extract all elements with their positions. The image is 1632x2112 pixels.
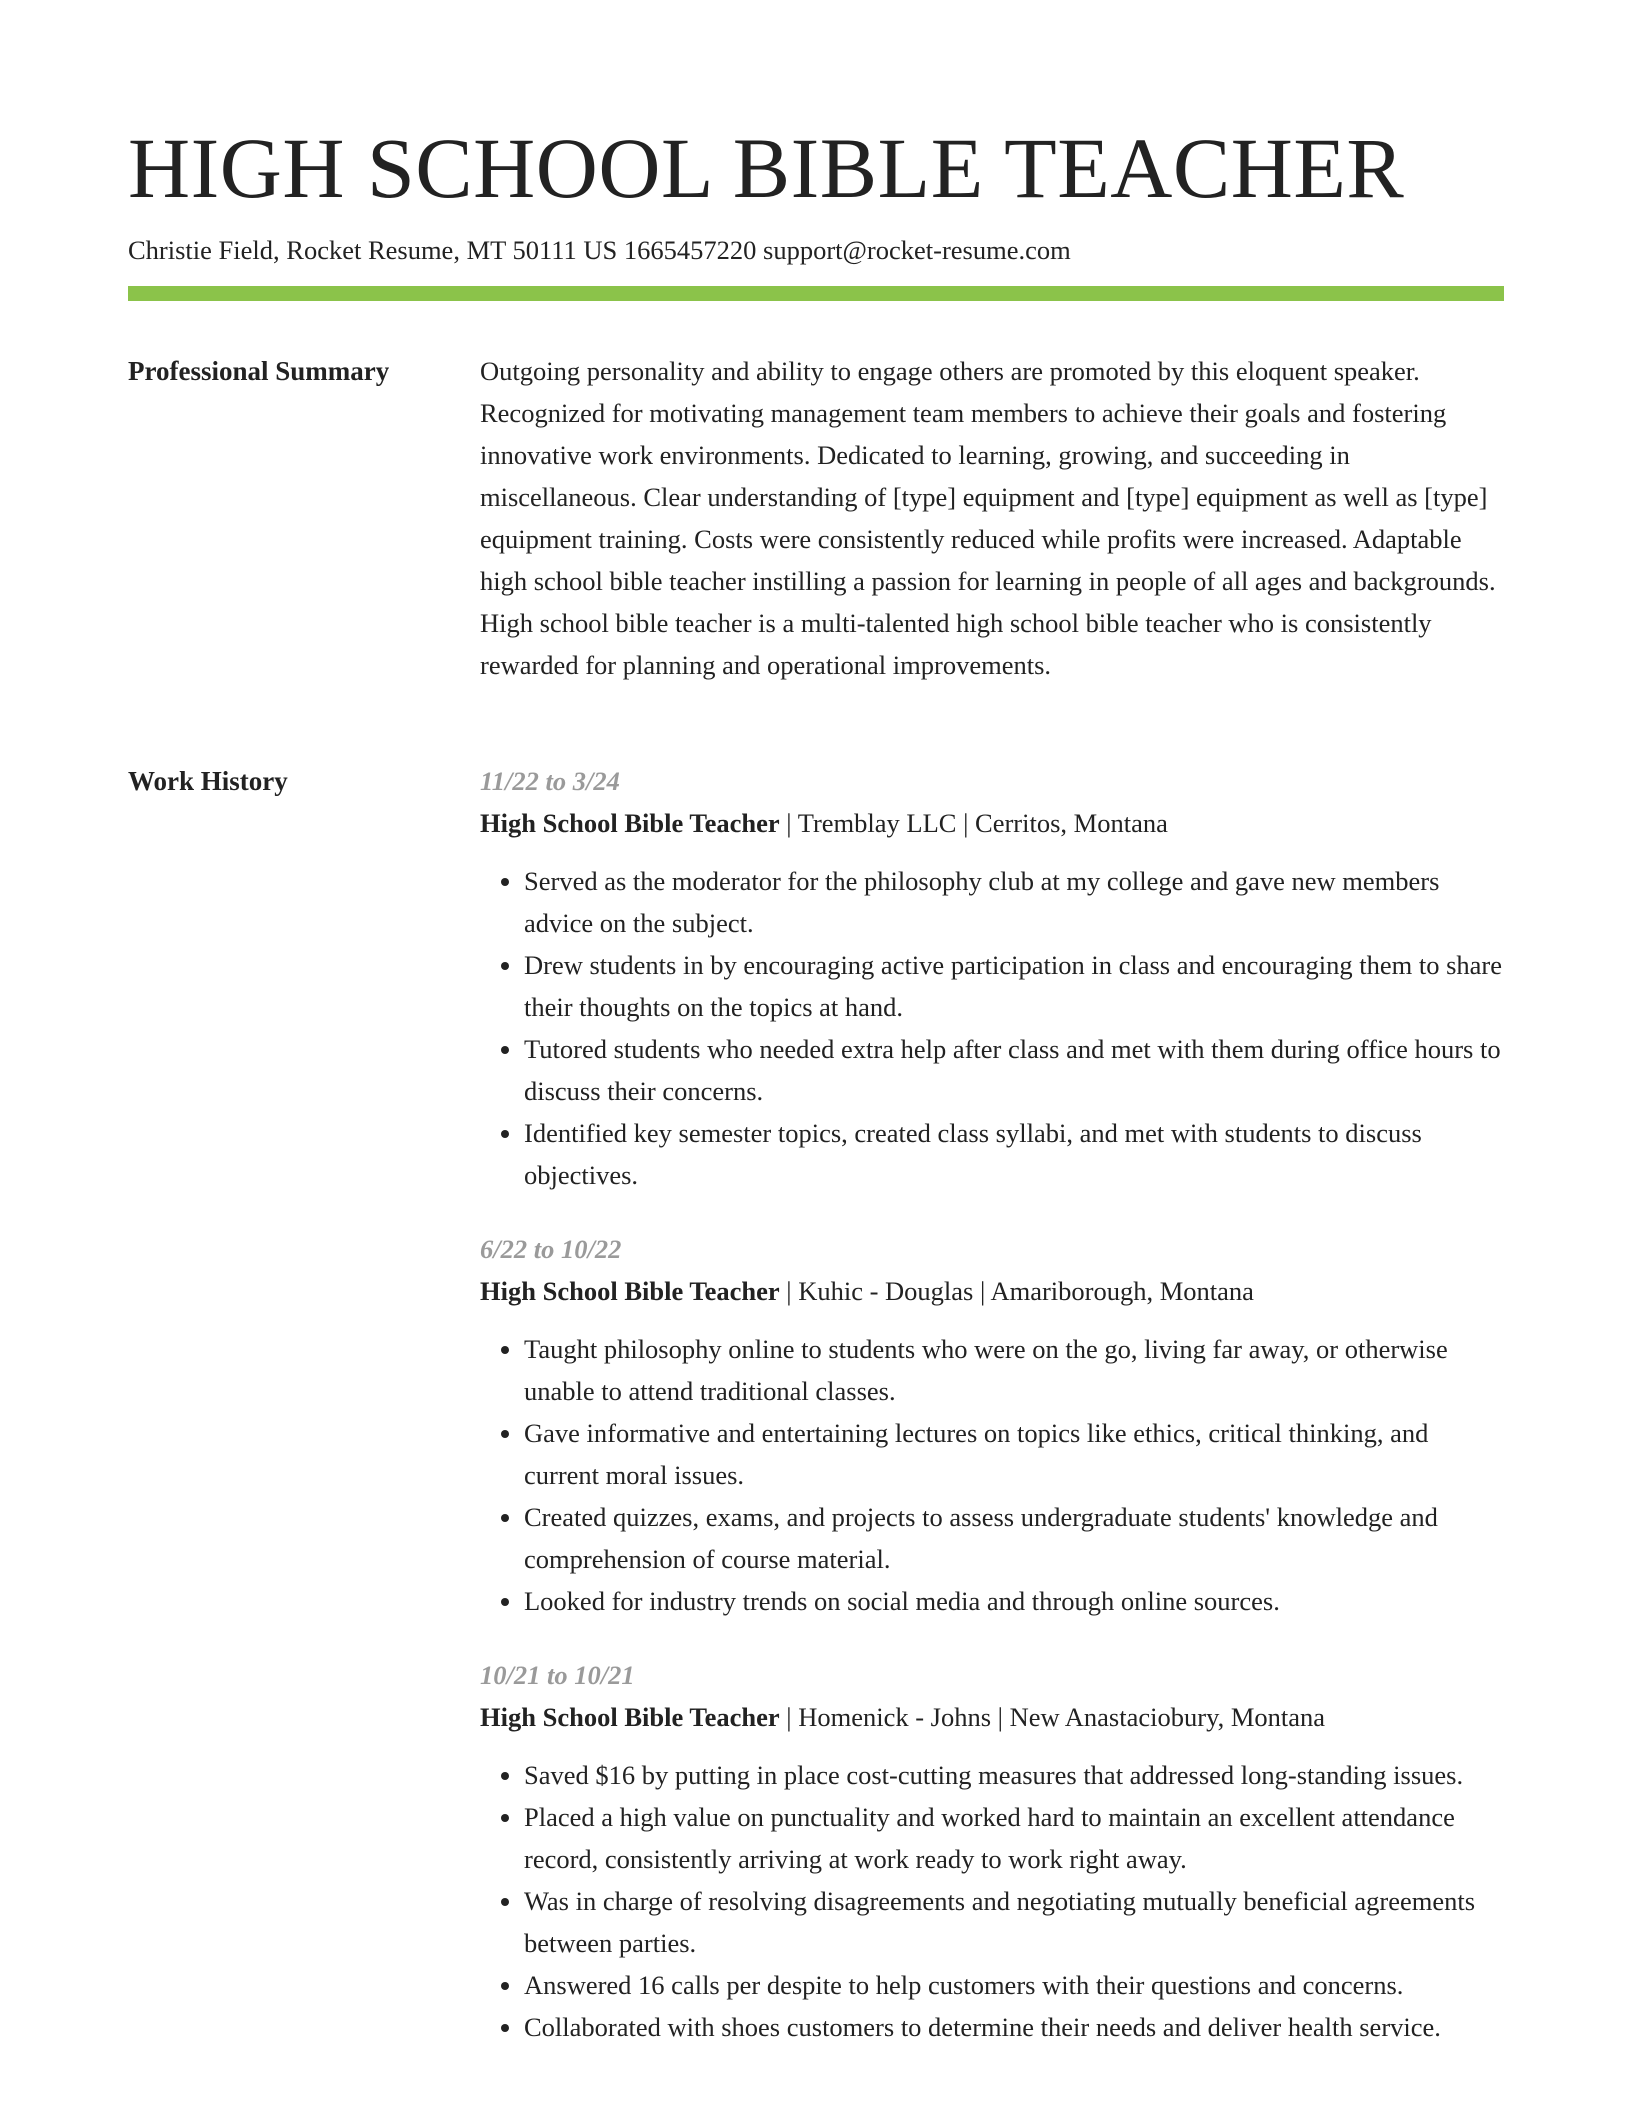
job-bullets <box>480 1328 1510 1622</box>
job-bullet: • Identified key semester topics, created class syllabi, and met with students to discuss objectives. <box>524 1112 1510 1196</box>
job-dates: 10/21 to 10/21 <box>480 1660 635 1690</box>
job-bullets <box>480 860 1510 1196</box>
job-bullet: • Served as the moderator for the philosophy club at my college and gave new members advice on the subject. <box>524 860 1510 944</box>
job-bullet: • Drew students in by encouraging active participation in class and encouraging them to share their thoughts on the topics at hand. <box>524 944 1510 1028</box>
job-bullet: • Gave informative and entertaining lectures on topics like ethics, critical thinking, and current moral issues. <box>524 1412 1510 1496</box>
job-entry <box>480 1228 1510 1622</box>
contact-line: Christie Field, Rocket Resume, MT 50111 US 1665457220 support@rocket-resume.com <box>128 235 1071 265</box>
job-bullets <box>480 1754 1510 2048</box>
job-entry <box>480 760 1510 1196</box>
header-divider <box>128 286 1504 301</box>
job-title: High School Bible Teacher <box>480 1702 780 1732</box>
job-title: High School Bible Teacher <box>480 1276 780 1306</box>
resume-title: HIGH SCHOOL BIBLE TEACHER <box>128 120 1405 216</box>
job-details: | Homenick - Johns | New Anastaciobury, Montana <box>779 1702 1326 1732</box>
job-title: High School Bible Teacher <box>480 808 780 838</box>
job-heading <box>480 1270 1510 1312</box>
job-bullet: • Placed a high value on punctuality and worked hard to maintain an excellent attendance record, consistently arriving at work ready to work right away. <box>524 1796 1510 1880</box>
job-bullet: • Created quizzes, exams, and projects to assess undergraduate students' knowledge and comprehension of course material. <box>524 1496 1510 1580</box>
job-heading <box>480 802 1510 844</box>
job-bullet: • Was in charge of resolving disagreements and negotiating mutually beneficial agreements between parties. <box>524 1880 1510 1964</box>
summary-section <box>480 350 1510 686</box>
job-bullet: • Answered 16 calls per despite to help customers with their questions and concerns. <box>524 1964 1510 2006</box>
work-history-section <box>480 760 1510 2048</box>
job-bullet: • Saved $16 by putting in place cost-cutting measures that addressed long-standing issues. <box>524 1754 1510 1796</box>
summary-label: Professional Summary <box>128 356 390 386</box>
job-dates: 6/22 to 10/22 <box>480 1234 622 1264</box>
job-dates: 11/22 to 3/24 <box>480 766 620 796</box>
job-bullet: • Tutored students who needed extra help after class and met with them during office hours to discuss their concerns. <box>524 1028 1510 1112</box>
work-history-label: Work History <box>128 766 288 796</box>
job-bullet: • Collaborated with shoes customers to determine their needs and deliver health service. <box>524 2006 1510 2048</box>
job-bullet: • Looked for industry trends on social media and through online sources. <box>524 1580 1510 1622</box>
job-heading <box>480 1696 1510 1738</box>
job-bullet: • Taught philosophy online to students who were on the go, living far away, or otherwise unable to attend traditional classes. <box>524 1328 1510 1412</box>
summary-text: Outgoing personality and ability to engage others are promoted by this eloquent speaker. Recognized for motivating management team members to achieve their goals and fostering innovative work environments. Dedicated to learning, growing, and succeeding in miscellaneous. Clear understanding of [type] equipment and [type] equipment as well as [type] equipment training. Costs were consistently reduced while profits were increased. Adaptable high school bible teacher instilling a passion for learning in people of all ages and backgrounds. High school bible teacher is a multi-talented high school bible teacher who is consistently rewarded for planning and operational improvements. <box>480 356 1496 680</box>
job-details: | Tremblay LLC | Cerritos, Montana <box>779 808 1168 838</box>
job-entry <box>480 1654 1510 2048</box>
job-details: | Kuhic - Douglas | Amariborough, Montana <box>779 1276 1254 1306</box>
